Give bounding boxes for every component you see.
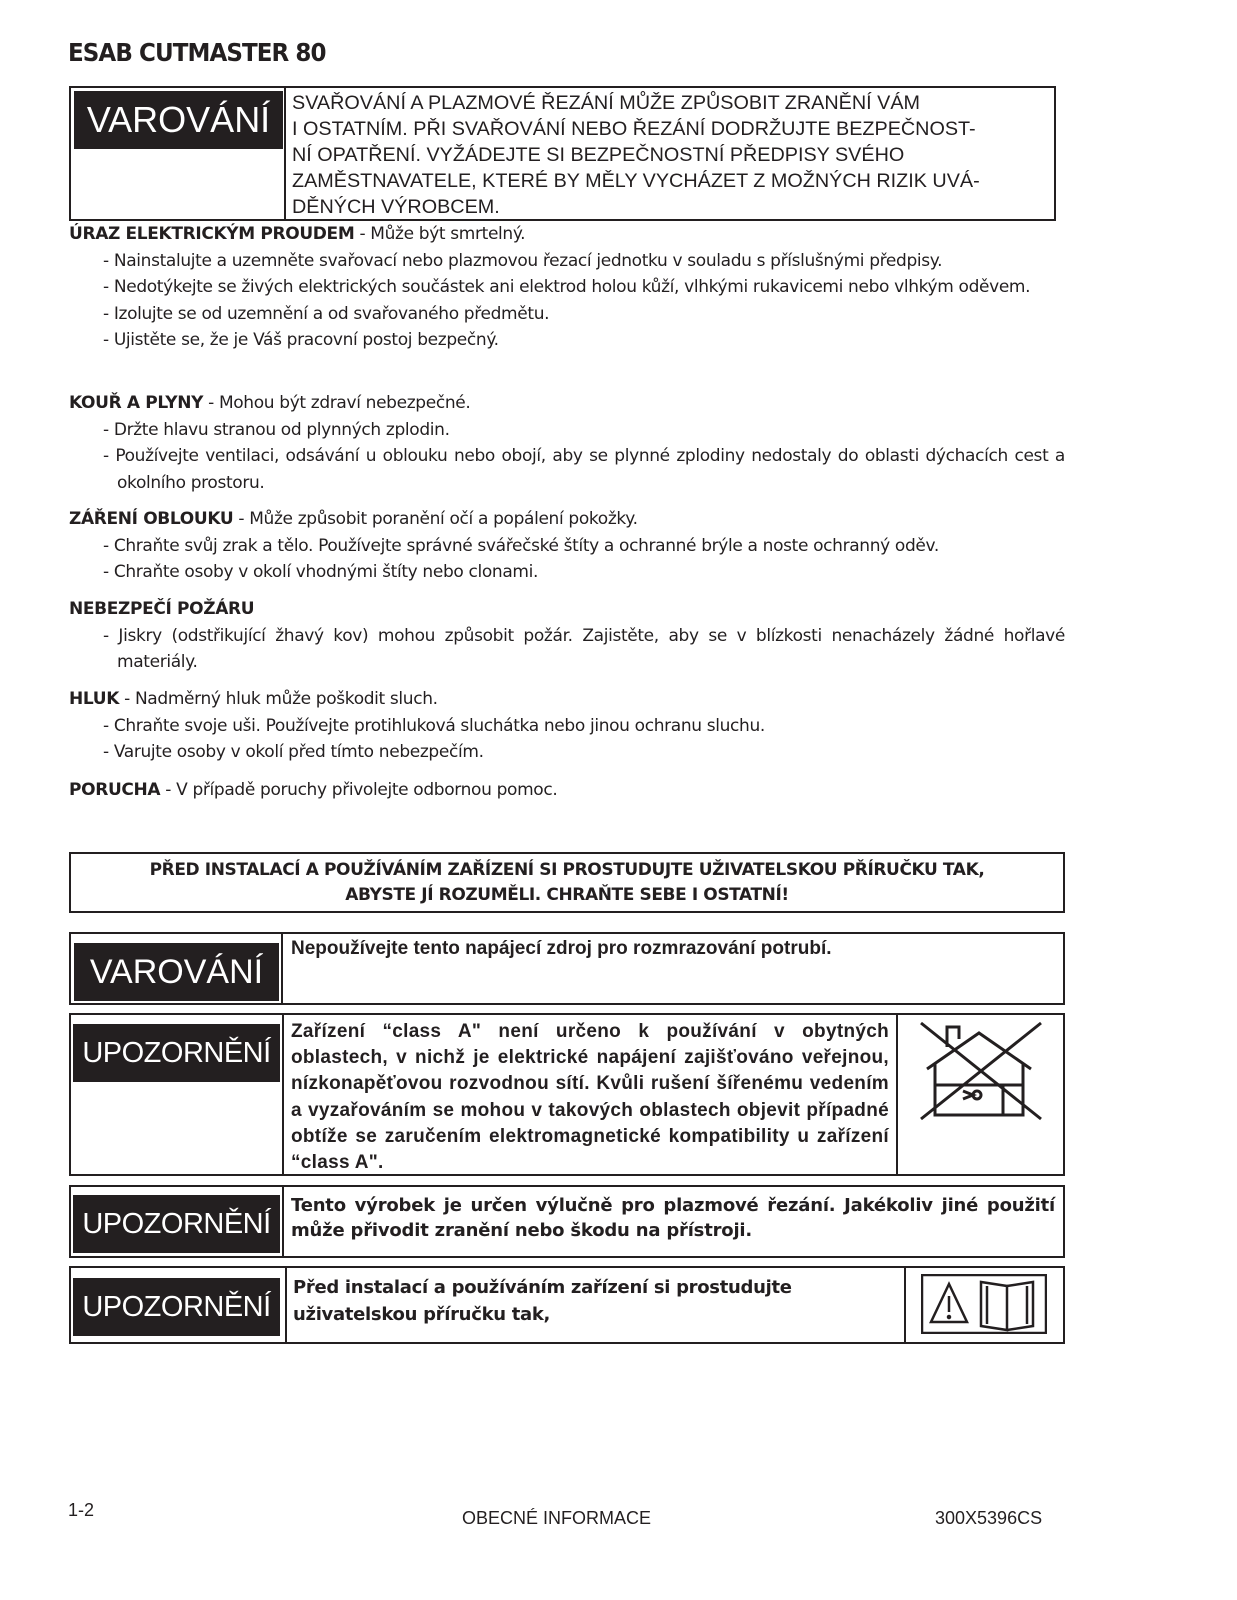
box-divider	[282, 1015, 284, 1174]
read-manual-warning-icon	[921, 1274, 1047, 1334]
page-number: 1-2	[68, 1500, 95, 1520]
warning-text-line: I OSTATNÍM. PŘI SVAŘOVÁNÍ NEBO ŘEZÁNÍ DODRŽUJTE BEZPEČNOST-	[292, 118, 976, 140]
notice-line: ABYSTE JÍ ROZUMĚLI. CHRAŇTE SEBE I OSTATNÍ!	[345, 885, 789, 905]
section-heading: ZÁŘENÍ OBLOUKU - Může způsobit poranění očí a popálení pokožky.	[69, 509, 638, 529]
caution-label: UPOZORNĚNÍ	[73, 1195, 280, 1253]
section-heading: HLUK - Nadměrný hluk může poškodit sluch.	[69, 689, 438, 709]
caution-text-line: uživatelskou příručku tak,	[293, 1304, 551, 1325]
read-manual-notice	[69, 852, 1065, 913]
general-warning-box	[69, 86, 1056, 221]
list-item: - Nedotýkejte se živých elektrických součástek ani elektrod holou kůží, vlhkými rukavicemi nebo vlhkým oděvem.	[103, 277, 1031, 297]
document-title: ESAB CUTMASTER 80	[68, 38, 326, 67]
caution-label: UPOZORNĚNÍ	[73, 1278, 280, 1336]
box-divider	[896, 1015, 898, 1174]
list-item: - Držte hlavu stranou od plynných zplodin.	[103, 419, 450, 440]
box-divider	[285, 1268, 287, 1342]
box-divider	[904, 1268, 906, 1342]
caution-text: Zařízení “class A" není určeno k používání v obytných oblastech, v nichž je elektrické napájení zajišťováno veřejnou, nízkonapěťovou rozvodnou sítí. Kvůli rušení šířenému vedením a vyzařováním se mohou v takových oblastech objevit případné obtíže se zaručením elektromagnetické kompatibility u zařízení “class A".	[291, 1021, 889, 1174]
warning-text: Nepoužívejte tento napájecí zdroj pro rozmrazování potrubí.	[291, 938, 832, 959]
section-heading: NEBEZPEČÍ POŽÁRU	[69, 599, 255, 619]
section-heading: PORUCHA - V případě poruchy přivolejte odbornou pomoc.	[69, 780, 558, 800]
warning-text-line: ZAMĚSTNAVATELE, KTERÉ BY MĚLY VYCHÁZET Z MOŽNÝCH RIZIK UVÁ-	[292, 170, 980, 192]
caution-text-line: Před instalací a používáním zařízení si prostudujte	[293, 1277, 792, 1298]
warning-text-line: DĚNÝCH VÝROBCEM.	[292, 196, 500, 218]
read-manual-caution-box	[69, 1266, 1065, 1344]
box-divider	[281, 934, 283, 1003]
list-item: - Nainstalujte a uzemněte svařovací nebo plazmovou řezací jednotku v souladu s příslušnými předpisy.	[103, 250, 943, 271]
warning-text-line: NÍ OPATŘENÍ. VYŽÁDEJTE SI BEZPEČNOSTNÍ PŘEDPISY SVÉHO	[292, 144, 905, 166]
notice-line: PŘED INSTALACÍ A POUŽÍVÁNÍM ZAŘÍZENÍ SI PROSTUDUJTE UŽIVATELSKOU PŘÍRUČKU TAK,	[149, 860, 985, 880]
caution-text	[293, 1274, 893, 1328]
warning-text-line: SVAŘOVÁNÍ A PLAZMOVÉ ŘEZÁNÍ MŮŽE ZPŮSOBIT ZRANĚNÍ VÁM	[292, 92, 920, 114]
document-code: 300X5396CS	[935, 1508, 1043, 1528]
box-divider	[284, 88, 286, 219]
list-item: - Jiskry (odstřikující žhavý kov) mohou způsobit požár. Zajistěte, aby se v blízkosti nenacházely žádné hořlavé materiály.	[103, 625, 1065, 672]
caution-text: Tento výrobek je určen výlučně pro plazmové řezání. Jakékoliv jiné použití může přivodit zranění nebo škodu na přístroji.	[291, 1195, 1055, 1241]
section-noise	[69, 686, 1065, 766]
warning-text	[292, 90, 1048, 220]
plasma-only-caution-box	[69, 1185, 1065, 1258]
no-residential-use-icon	[911, 1021, 1047, 1121]
list-item: - Ujistěte se, že je Váš pracovní postoj bezpečný.	[103, 330, 499, 350]
footer-section-title: OBECNÉ INFORMACE	[462, 1508, 652, 1528]
section-heading: ÚRAZ ELEKTRICKÝM PROUDEM - Může být smrtelný.	[69, 224, 526, 244]
caution-label: UPOZORNĚNÍ	[73, 1024, 280, 1082]
pipe-thawing-warning-box	[69, 932, 1065, 1005]
section-arc-rays	[69, 506, 1065, 586]
warning-label: VAROVÁNÍ	[74, 943, 279, 1001]
warning-label: VAROVÁNÍ	[74, 91, 283, 149]
list-item: - Chraňte svůj zrak a tělo. Používejte správné svářečské štíty a ochranné brýle a noste ochranný oděv.	[103, 535, 939, 556]
list-item: - Používejte ventilaci, odsávání u oblouku nebo obojí, aby se plynné zplodiny nedostaly do oblasti dýchacích cest a okolního prostoru.	[103, 446, 1065, 493]
class-a-caution-box	[69, 1013, 1065, 1176]
list-item: - Izolujte se od uzemnění a od svařovaného předmětu.	[103, 303, 550, 324]
list-item: - Varujte osoby v okolí před tímto nebezpečím.	[103, 742, 484, 762]
section-electric-shock	[69, 221, 1065, 354]
section-malfunction	[69, 777, 1065, 804]
section-heading: KOUŘ A PLYNY - Mohou být zdraví nebezpečné.	[69, 393, 471, 413]
list-item: - Chraňte svoje uši. Používejte protihluková sluchátka nebo jinou ochranu sluchu.	[103, 715, 765, 736]
section-fumes	[69, 390, 1065, 496]
section-fire	[69, 596, 1065, 676]
list-item: - Chraňte osoby v okolí vhodnými štíty nebo clonami.	[103, 562, 539, 582]
box-divider	[282, 1187, 284, 1256]
